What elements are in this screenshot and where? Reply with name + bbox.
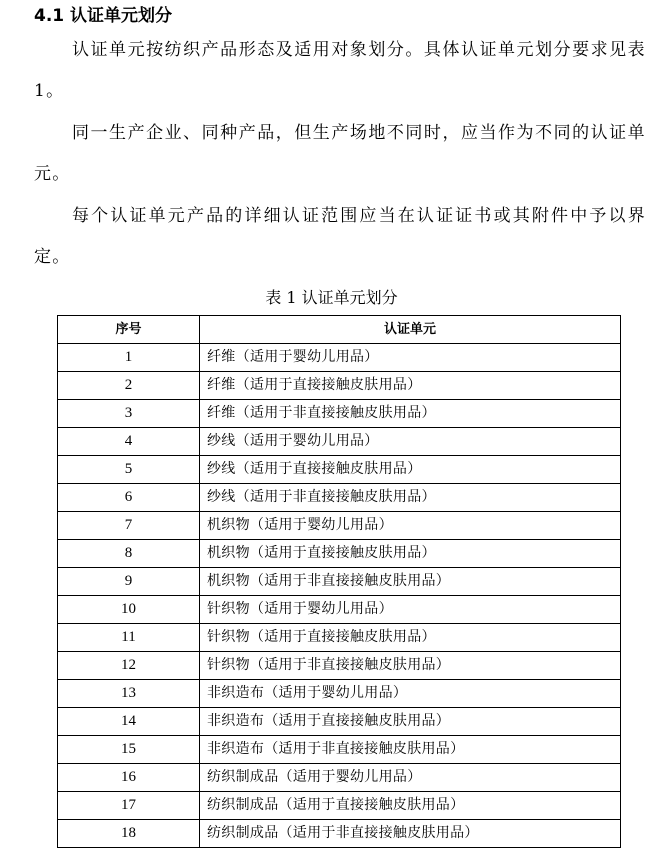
row-number: 2 [58,372,200,400]
table-row [58,708,621,736]
table-row [58,568,621,596]
row-number: 14 [58,708,200,736]
row-certification-unit: 纺织制成品（适用于直接接触皮肤用品） [200,792,621,820]
row-certification-unit: 机织物（适用于婴幼儿用品） [200,512,621,540]
row-certification-unit: 纱线（适用于直接接触皮肤用品） [200,456,621,484]
row-number: 18 [58,820,200,848]
row-certification-unit: 纱线（适用于非直接接触皮肤用品） [200,484,621,512]
row-number: 11 [58,624,200,652]
row-certification-unit: 纤维（适用于非直接接触皮肤用品） [200,400,621,428]
column-header-number: 序号 [58,316,200,344]
row-number: 9 [58,568,200,596]
row-number: 4 [58,428,200,456]
row-certification-unit: 纤维（适用于直接接触皮肤用品） [200,372,621,400]
paragraph-production-site: 同一生产企业、同种产品，但生产场地不同时，应当作为不同的认证单元。 [34,123,646,184]
table-row [58,400,621,428]
table-row [58,820,621,848]
table-row [58,792,621,820]
table-row [58,540,621,568]
row-certification-unit: 针织物（适用于直接接触皮肤用品） [200,624,621,652]
row-number: 12 [58,652,200,680]
table-row [58,372,621,400]
table-row [58,624,621,652]
row-number: 17 [58,792,200,820]
certification-unit-table [57,315,621,848]
row-certification-unit: 纺织制成品（适用于非直接接触皮肤用品） [200,820,621,848]
table-row [58,512,621,540]
row-certification-unit: 非织造布（适用于直接接触皮肤用品） [200,708,621,736]
paragraph-certification-scope: 每个认证单元产品的详细认证范围应当在认证证书或其附件中予以界定。 [34,206,646,267]
row-number: 8 [58,540,200,568]
table-row [58,344,621,372]
row-certification-unit: 纺织制成品（适用于婴幼儿用品） [200,764,621,792]
paragraph-unit-division: 认证单元按纺织产品形态及适用对象划分。具体认证单元划分要求见表 1。 [34,40,646,101]
row-certification-unit: 针织物（适用于婴幼儿用品） [200,596,621,624]
row-number: 3 [58,400,200,428]
row-certification-unit: 机织物（适用于非直接接触皮肤用品） [200,568,621,596]
row-number: 15 [58,736,200,764]
section-heading: 4.1 认证单元划分 [34,6,173,26]
table-row [58,764,621,792]
row-certification-unit: 纱线（适用于婴幼儿用品） [200,428,621,456]
table-row [58,456,621,484]
table-caption: 表 1 认证单元划分 [265,288,398,307]
row-number: 13 [58,680,200,708]
table-row [58,596,621,624]
row-certification-unit: 非织造布（适用于非直接接触皮肤用品） [200,736,621,764]
table-row [58,680,621,708]
table-row [58,736,621,764]
row-certification-unit: 纤维（适用于婴幼儿用品） [200,344,621,372]
table-row [58,484,621,512]
column-header-unit: 认证单元 [200,316,621,344]
row-number: 5 [58,456,200,484]
row-number: 10 [58,596,200,624]
table-header-row [58,316,621,344]
table-row [58,652,621,680]
row-number: 1 [58,344,200,372]
row-number: 6 [58,484,200,512]
row-number: 7 [58,512,200,540]
row-certification-unit: 机织物（适用于直接接触皮肤用品） [200,540,621,568]
row-certification-unit: 非织造布（适用于婴幼儿用品） [200,680,621,708]
row-certification-unit: 针织物（适用于非直接接触皮肤用品） [200,652,621,680]
row-number: 16 [58,764,200,792]
table-row [58,428,621,456]
